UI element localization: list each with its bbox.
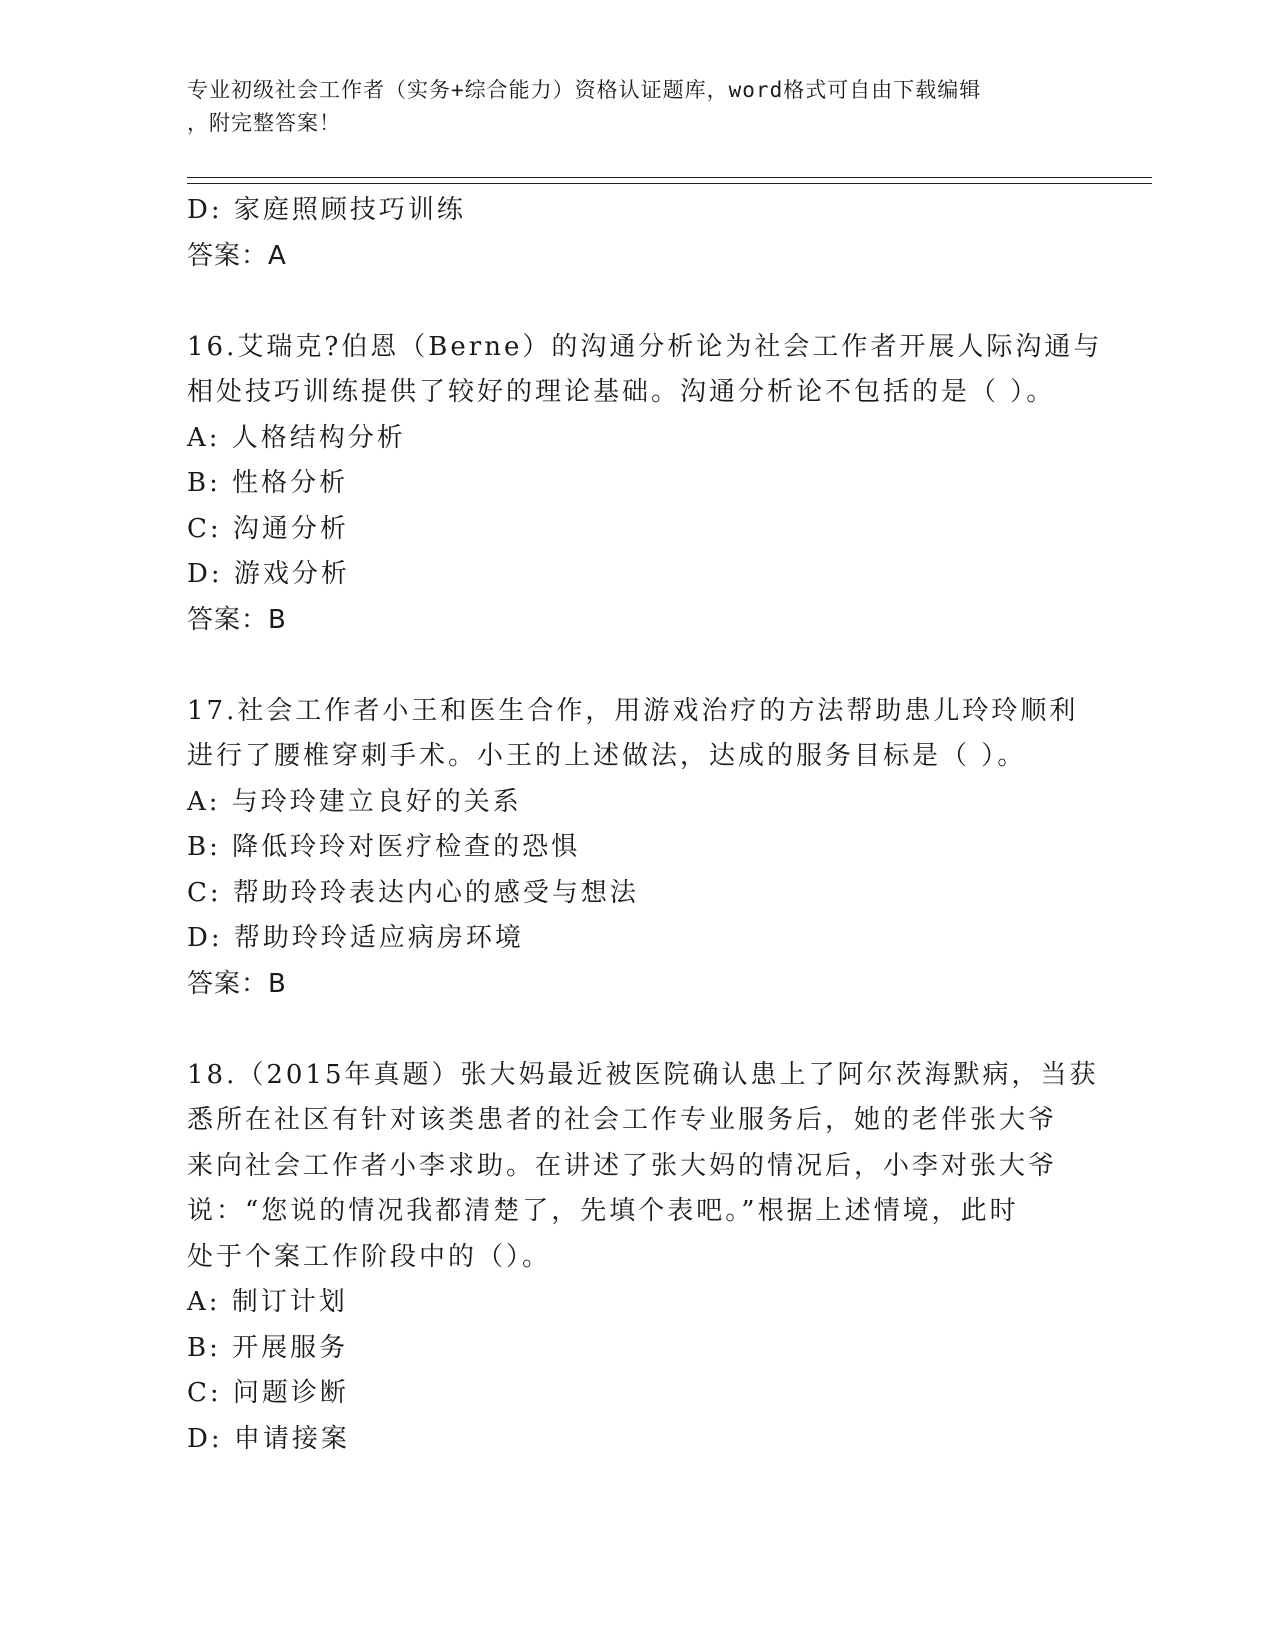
question-16 xyxy=(187,325,1103,644)
question-16-stem-line-1: 16.艾瑞克?伯恩（Berne）的沟通分析论为社会工作者开展人际沟通与 xyxy=(187,331,1103,362)
question-17-answer: 答案：B xyxy=(187,968,287,999)
question-17 xyxy=(187,689,1087,1008)
prev-question-answer: 答案：A xyxy=(187,240,287,271)
question-18-stem-line-5: 处于个案工作阶段中的（）。 xyxy=(187,1241,552,1272)
page-header xyxy=(187,74,1087,140)
question-18-option-a: A: 制订计划 xyxy=(187,1287,348,1317)
spacer xyxy=(187,643,1087,689)
question-16-option-c: C: 沟通分析 xyxy=(187,513,349,544)
question-18-stem-line-1: 18.（2015年真题）张大妈最近被医院确认患上了阿尔茨海默病，当获 xyxy=(187,1059,1099,1090)
question-16-option-a: A: 人格结构分析 xyxy=(187,422,406,453)
question-18-option-d: D: 申请接案 xyxy=(187,1423,350,1454)
question-18 xyxy=(187,1053,1099,1463)
question-18-option-c: C: 问题诊断 xyxy=(187,1378,349,1408)
header-line-1: 专业初级社会工作者（实务+综合能力）资格认证题库，word格式可自由下载编辑 xyxy=(187,78,982,102)
prev-question-option-d: D: 家庭照顾技巧训练 xyxy=(187,195,466,225)
question-16-option-b: B: 性格分析 xyxy=(187,468,349,498)
question-18-stem-line-3: 来向社会工作者小李求助。在讲述了张大妈的情况后，小李对张大爷 xyxy=(187,1150,1058,1181)
question-17-option-c: C: 帮助玲玲表达内心的感受与想法 xyxy=(187,877,639,908)
question-18-stem-line-4: 说：“您说的情况我都清楚了，先填个表吧。”根据上述情境，此时 xyxy=(187,1196,1019,1226)
page-content xyxy=(187,188,1103,1462)
header-divider xyxy=(187,177,1152,184)
question-16-stem-line-2: 相处技巧训练提供了较好的理论基础。沟通分析论不包括的是（ ）。 xyxy=(187,377,1056,407)
question-16-answer: 答案：B xyxy=(187,604,287,635)
header-line-2: ，附完整答案！ xyxy=(187,111,341,135)
question-18-option-b: B: 开展服务 xyxy=(187,1332,349,1363)
question-17-option-d: D: 帮助玲玲适应病房环境 xyxy=(187,923,524,953)
question-17-option-b: B: 降低玲玲对医疗检查的恐惧 xyxy=(187,832,581,862)
question-17-option-a: A: 与玲玲建立良好的关系 xyxy=(187,786,522,817)
question-16-option-d: D: 游戏分析 xyxy=(187,559,350,589)
question-18-stem-line-2: 悉所在社区有针对该类患者的社会工作专业服务后，她的老伴张大爷 xyxy=(187,1105,1058,1135)
spacer xyxy=(187,1007,1087,1053)
question-17-stem-line-1: 17.社会工作者小王和医生合作，用游戏治疗的方法帮助患儿玲玲顺利 xyxy=(187,695,1079,726)
spacer xyxy=(187,279,1087,325)
question-17-stem-line-2: 进行了腰椎穿刺手术。小王的上述做法，达成的服务目标是（ ）。 xyxy=(187,741,1027,771)
